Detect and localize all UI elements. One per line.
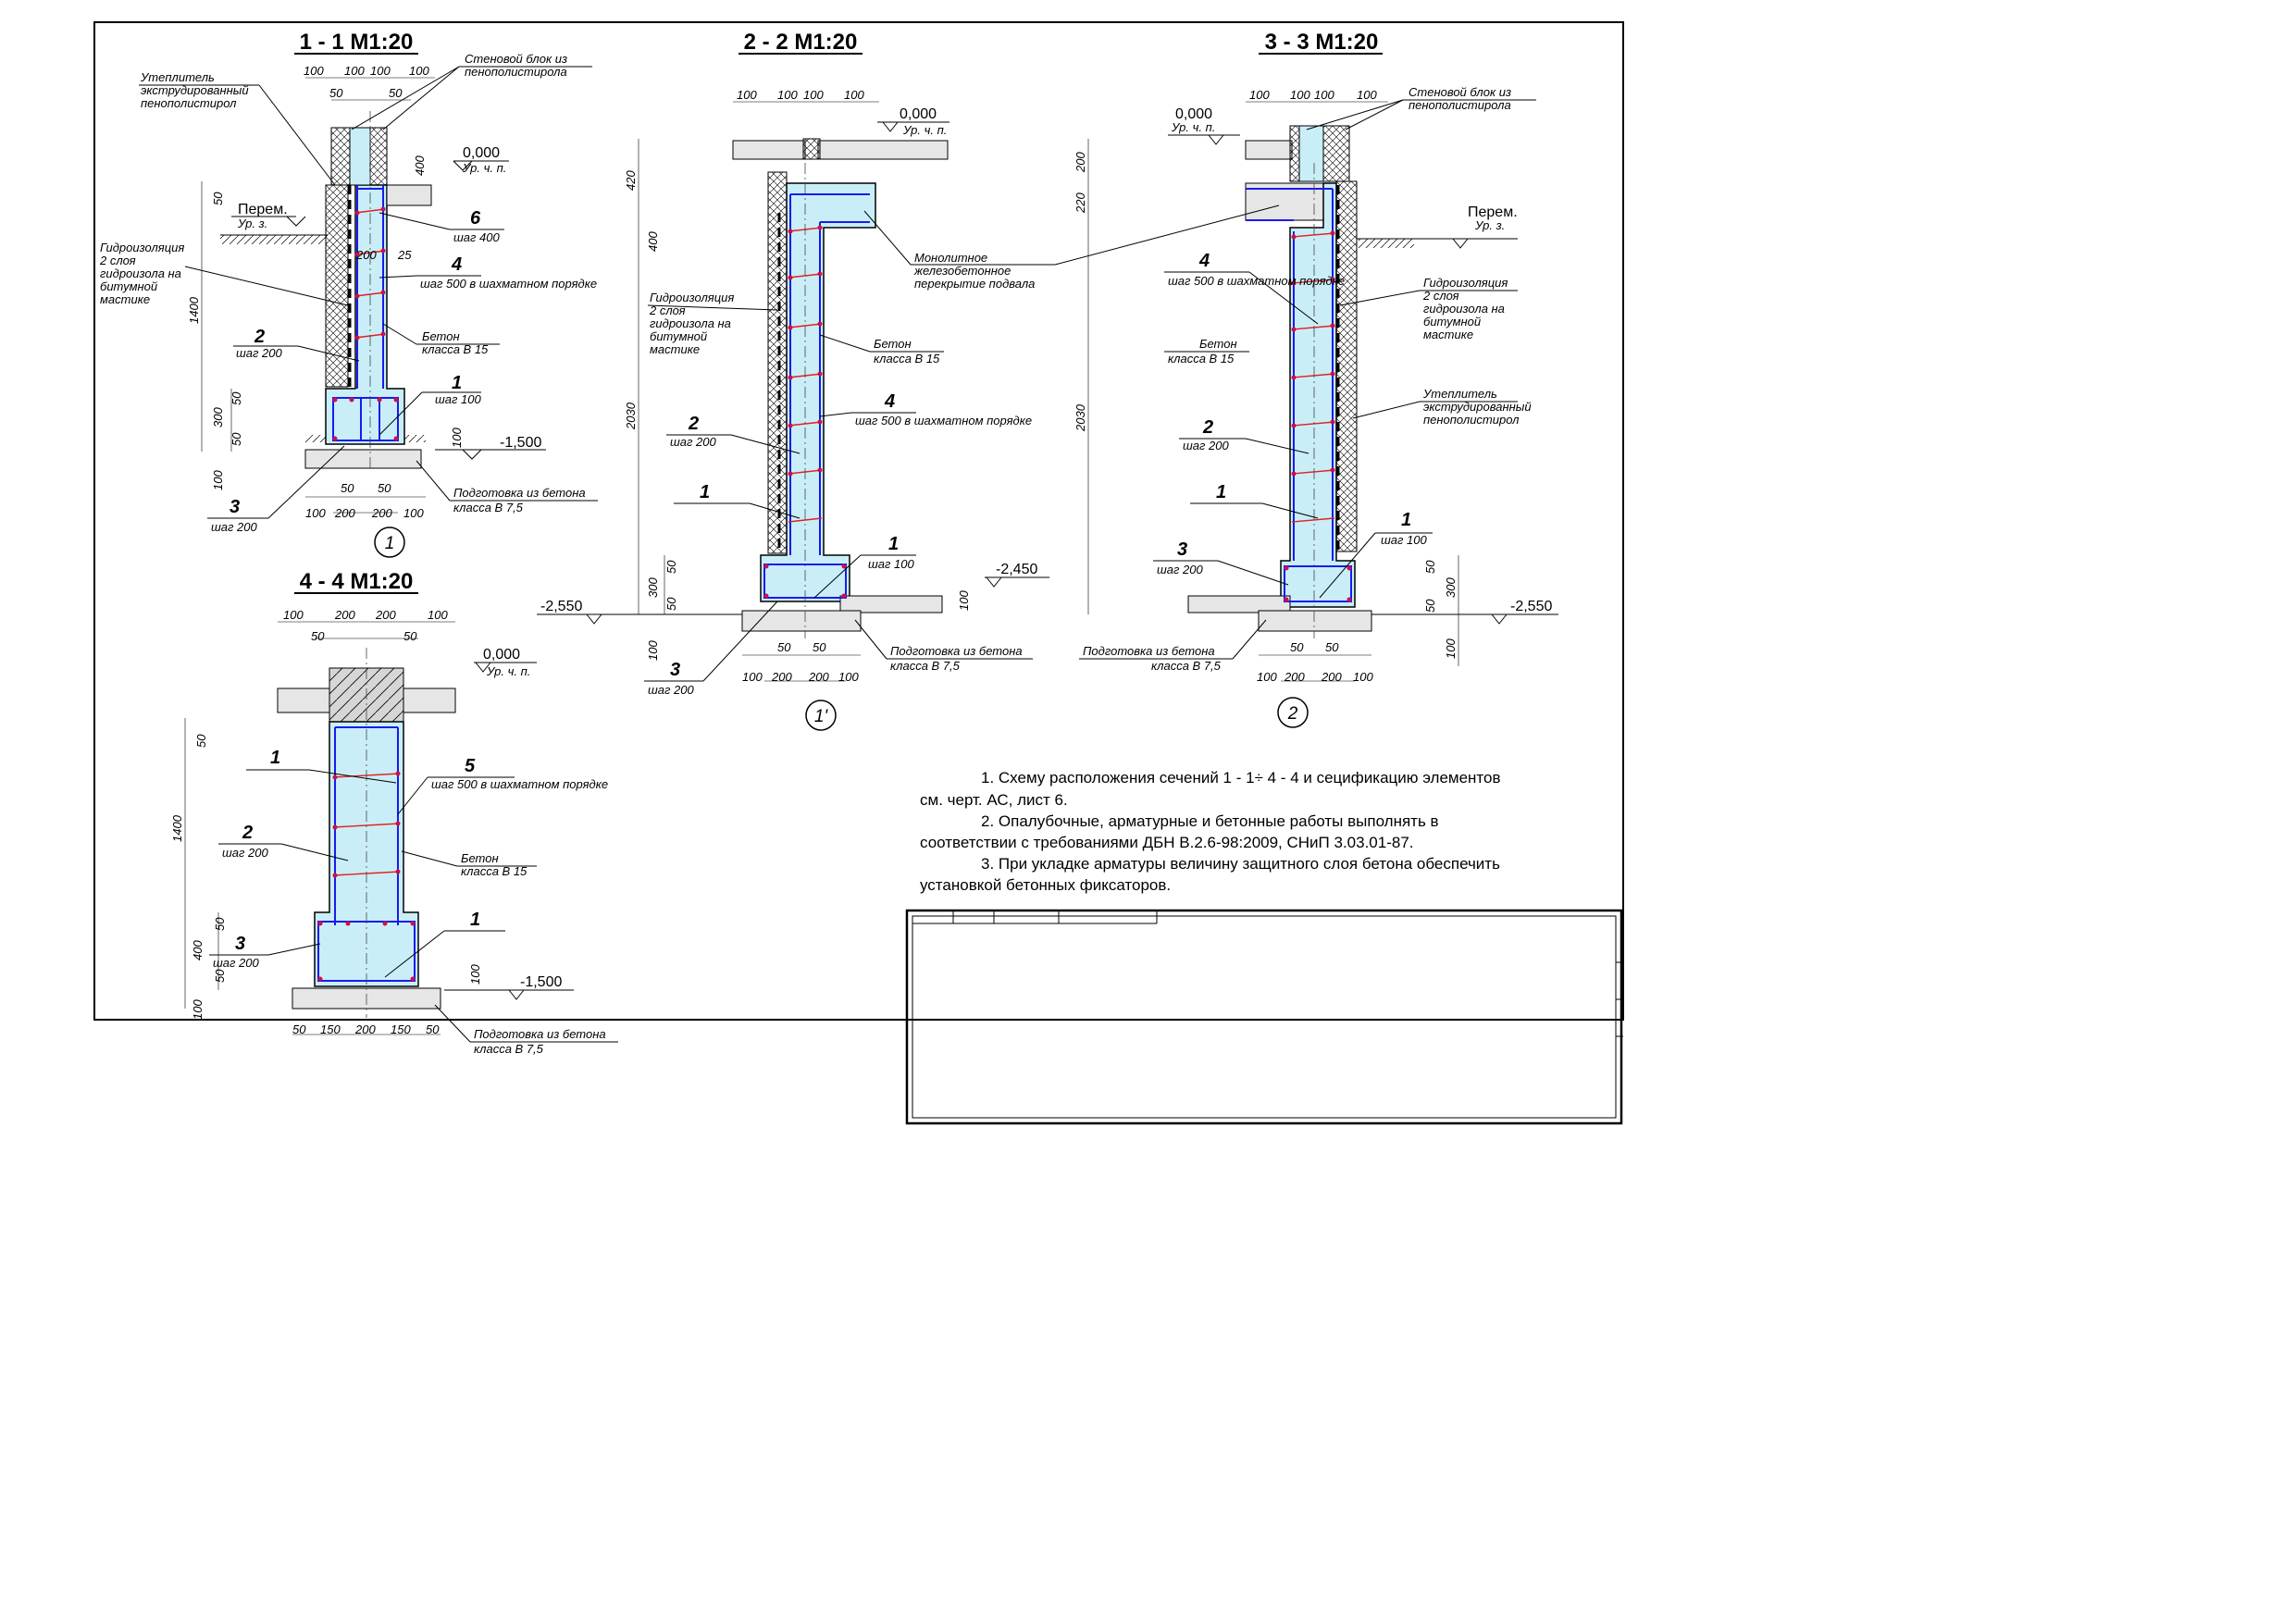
svg-text:класса В 7,5: класса В 7,5 — [1151, 659, 1221, 673]
dims-right — [1423, 560, 1458, 659]
svg-text:класса В 15: класса В 15 — [1168, 352, 1235, 365]
svg-text:50: 50 — [1290, 640, 1304, 654]
svg-text:шаг 200: шаг 200 — [670, 435, 716, 449]
svg-text:2 слоя: 2 слоя — [100, 254, 136, 267]
level-mark: 0,000 — [483, 647, 521, 663]
svg-text:100: 100 — [737, 88, 757, 102]
svg-text:гидроизола на: гидроизола на — [650, 316, 731, 330]
leader-prep — [435, 1005, 618, 1056]
position-2 — [1179, 417, 1309, 453]
svg-text:Подготовка из бетона: Подготовка из бетона — [890, 644, 1023, 658]
svg-text:шаг 500 в шахматном порядке: шаг 500 в шахматном порядке — [420, 277, 598, 291]
svg-text:100: 100 — [777, 88, 798, 102]
svg-text:50: 50 — [341, 481, 354, 495]
svg-text:50: 50 — [1423, 599, 1437, 613]
dims-top — [283, 608, 448, 643]
svg-text:1: 1 — [700, 482, 711, 502]
level-ground-label: Ур. з. — [238, 217, 268, 230]
svg-text:200: 200 — [1285, 670, 1305, 684]
svg-text:шаг 400: шаг 400 — [453, 230, 500, 244]
svg-text:50: 50 — [664, 597, 678, 611]
svg-text:шаг 500 в шахматном порядке: шаг 500 в шахматном порядке — [1168, 274, 1346, 288]
svg-text:1: 1 — [888, 534, 900, 554]
dims-misc — [468, 964, 482, 985]
svg-text:50: 50 — [813, 640, 826, 654]
svg-text:1: 1 — [470, 910, 481, 930]
level-floor: -2,450 — [996, 562, 1038, 577]
svg-text:1: 1 — [1216, 482, 1227, 502]
dims-bottom — [1257, 640, 1373, 684]
svg-text:шаг 500 в шахматном порядке: шаг 500 в шахматном порядке — [855, 414, 1033, 427]
svg-text:100: 100 — [803, 88, 824, 102]
svg-text:3: 3 — [230, 497, 241, 517]
svg-text:Подготовка из бетона: Подготовка из бетона — [1083, 644, 1215, 658]
position-2 — [218, 823, 348, 861]
svg-text:шаг 200: шаг 200 — [213, 956, 259, 970]
svg-text:200: 200 — [355, 1022, 376, 1036]
svg-text:100: 100 — [1249, 88, 1270, 102]
note-line: установкой бетонных фиксаторов. — [920, 876, 1172, 894]
svg-text:2030: 2030 — [624, 403, 638, 429]
svg-text:класса В 15: класса В 15 — [461, 864, 527, 878]
svg-text:мастике: мастике — [1423, 328, 1474, 341]
svg-text:пенополистирола: пенополистирола — [465, 65, 567, 79]
svg-text:Монолитное: Монолитное — [914, 251, 988, 265]
svg-text:200: 200 — [1322, 670, 1342, 684]
leader-prep — [855, 620, 1033, 673]
svg-text:200: 200 — [809, 670, 829, 684]
svg-text:100: 100 — [468, 964, 482, 985]
svg-text:2: 2 — [689, 414, 700, 434]
svg-text:3: 3 — [235, 934, 246, 954]
svg-text:50: 50 — [213, 969, 227, 983]
svg-text:300: 300 — [211, 407, 225, 427]
svg-text:100: 100 — [1353, 670, 1373, 684]
svg-text:мастике: мастике — [100, 292, 151, 306]
svg-text:4: 4 — [1199, 251, 1210, 271]
level-mark: 0,000 — [1175, 106, 1213, 122]
svg-text:класса В 7,5: класса В 7,5 — [453, 501, 523, 514]
svg-text:Подготовка из бетона: Подготовка из бетона — [453, 486, 586, 500]
svg-text:2: 2 — [1287, 704, 1298, 724]
svg-text:пенополистирола: пенополистирола — [1409, 98, 1511, 112]
svg-text:50: 50 — [194, 734, 208, 748]
svg-text:100: 100 — [283, 608, 304, 622]
svg-text:50: 50 — [1423, 560, 1437, 574]
svg-text:100: 100 — [403, 506, 424, 520]
concrete-prep — [1259, 611, 1371, 631]
level-ground: Перем. — [1468, 204, 1518, 220]
svg-text:50: 50 — [403, 629, 417, 643]
svg-text:50: 50 — [378, 481, 391, 495]
svg-text:Утеплитель: Утеплитель — [1423, 387, 1497, 401]
svg-text:50: 50 — [230, 391, 243, 405]
svg-text:420: 420 — [624, 170, 638, 191]
level-bottom: -2,550 — [1510, 599, 1553, 614]
svg-text:шаг 100: шаг 100 — [435, 392, 481, 406]
svg-text:50: 50 — [777, 640, 791, 654]
level-ground: Перем. — [238, 202, 288, 217]
svg-text:220: 220 — [1074, 192, 1087, 213]
svg-text:100: 100 — [344, 64, 365, 78]
svg-text:100: 100 — [1357, 88, 1377, 102]
leader-insulation — [1353, 387, 1532, 427]
svg-text:4: 4 — [452, 254, 463, 275]
svg-text:300: 300 — [646, 577, 660, 598]
svg-text:1': 1' — [813, 707, 828, 726]
svg-text:400: 400 — [191, 940, 205, 960]
section-title: 4 - 4 М1:20 — [299, 569, 414, 594]
svg-text:100: 100 — [646, 640, 660, 661]
note-line: 1. Схему расположения сечений 1 - 1÷ 4 - 4 и сецификацию элементов — [981, 769, 1501, 787]
svg-text:экструдированный: экструдированный — [141, 83, 249, 97]
concrete-prep — [305, 450, 421, 468]
svg-text:100: 100 — [191, 999, 205, 1020]
svg-text:200: 200 — [335, 506, 355, 520]
section-title: 2 - 2 М1:20 — [743, 30, 858, 55]
svg-text:1400: 1400 — [187, 297, 201, 324]
svg-text:шаг 500 в шахматном порядке: шаг 500 в шахматном порядке — [431, 777, 609, 791]
leader-wall-block — [1307, 85, 1536, 130]
svg-text:2: 2 — [242, 823, 254, 843]
note-line: 3. При укладке арматуры величину защитного слоя бетона обеспечить — [981, 855, 1500, 873]
svg-text:150: 150 — [391, 1022, 411, 1036]
dims-bottom — [305, 481, 424, 520]
svg-text:100: 100 — [742, 670, 763, 684]
svg-text:Бетон: Бетон — [461, 851, 499, 865]
leader-waterproofing — [648, 291, 777, 356]
dims-bottom — [742, 640, 859, 684]
svg-text:50: 50 — [1325, 640, 1339, 654]
svg-text:класса В 15: класса В 15 — [422, 342, 489, 356]
svg-text:2 слоя: 2 слоя — [650, 304, 686, 317]
note-line: см. черт. АС, лист 6. — [920, 791, 1068, 809]
svg-text:железобетонное: железобетонное — [914, 264, 1011, 278]
svg-text:100: 100 — [1257, 670, 1277, 684]
svg-text:Бетон: Бетон — [1199, 337, 1237, 351]
section-1-1 — [99, 30, 598, 557]
svg-text:пенополистирол: пенополистирол — [1423, 413, 1520, 427]
svg-text:Гидроизоляция: Гидроизоляция — [650, 291, 735, 304]
svg-text:мастике: мастике — [650, 342, 701, 356]
svg-text:100: 100 — [450, 427, 464, 448]
svg-text:50: 50 — [292, 1022, 306, 1036]
svg-text:200: 200 — [335, 608, 355, 622]
svg-text:шаг 100: шаг 100 — [868, 557, 914, 571]
leader-waterproofing — [99, 241, 348, 306]
position-4 — [820, 391, 1032, 427]
svg-text:400: 400 — [646, 231, 660, 252]
svg-text:200: 200 — [372, 506, 392, 520]
svg-text:3: 3 — [1177, 539, 1188, 560]
svg-text:Гидроизоляция: Гидроизоляция — [1423, 276, 1508, 290]
leader-waterproofing — [1340, 276, 1518, 341]
svg-text:50: 50 — [230, 432, 243, 446]
position-3 — [1153, 539, 1288, 585]
level-bottom: -2,550 — [540, 599, 583, 614]
svg-text:шаг 200: шаг 200 — [648, 683, 694, 697]
svg-text:400: 400 — [413, 155, 427, 176]
svg-text:битумной: битумной — [1423, 315, 1482, 328]
slab-leader-link — [1055, 205, 1279, 265]
dims-top — [737, 88, 864, 102]
svg-text:шаг 200: шаг 200 — [1183, 439, 1229, 452]
level-bottom: -1,500 — [520, 974, 563, 990]
position-4 — [379, 254, 597, 291]
svg-text:Стеновой блок из: Стеновой блок из — [465, 52, 568, 66]
dims-top — [1249, 88, 1377, 102]
svg-text:50: 50 — [426, 1022, 440, 1036]
drawing-sheet — [0, 0, 1623, 1056]
svg-text:2030: 2030 — [1074, 404, 1087, 431]
leader-concrete — [383, 324, 500, 356]
svg-text:1: 1 — [1401, 510, 1412, 530]
svg-text:Гидроизоляция: Гидроизоляция — [100, 241, 185, 254]
svg-text:200: 200 — [356, 248, 377, 262]
svg-text:битумной: битумной — [100, 279, 158, 293]
svg-text:Бетон: Бетон — [874, 337, 912, 351]
svg-text:100: 100 — [305, 506, 326, 520]
svg-text:100: 100 — [844, 88, 864, 102]
leader-concrete — [820, 335, 944, 365]
svg-text:100: 100 — [1314, 88, 1334, 102]
svg-text:3: 3 — [670, 660, 681, 680]
svg-text:шаг 200: шаг 200 — [211, 520, 257, 534]
level-label: Ур. ч. п. — [1172, 120, 1216, 134]
svg-text:Подготовка из бетона: Подготовка из бетона — [474, 1027, 606, 1041]
svg-text:50: 50 — [664, 560, 678, 574]
level-mark: 0,000 — [463, 145, 501, 161]
svg-text:100: 100 — [1290, 88, 1310, 102]
dims-left — [170, 734, 227, 1020]
svg-text:2: 2 — [1203, 417, 1214, 438]
position-5 — [398, 756, 608, 814]
level-bottom: -1,500 — [500, 435, 542, 451]
svg-text:100: 100 — [211, 470, 225, 490]
note-line: 2. Опалубочные, арматурные и бетонные работы выполнять в — [981, 812, 1439, 830]
note-line: соответствии с требованиями ДБН В.2.6-98:2009, СНиП 3.03.01-87. — [920, 834, 1414, 851]
leader-prep — [1079, 620, 1266, 673]
svg-text:класса В 7,5: класса В 7,5 — [474, 1042, 543, 1056]
svg-text:гидроизола на: гидроизола на — [1423, 302, 1505, 316]
svg-text:1: 1 — [270, 748, 281, 768]
level-label: Ур. ч. п. — [903, 123, 948, 137]
svg-text:гидроизола на: гидроизола на — [100, 266, 181, 280]
section-title: 3 - 3 М1:20 — [1264, 30, 1379, 55]
svg-text:шаг 100: шаг 100 — [1381, 533, 1427, 547]
section-4-4 — [170, 569, 618, 1056]
svg-text:битумной: битумной — [650, 329, 708, 343]
svg-text:Стеновой блок из: Стеновой блок из — [1409, 85, 1512, 99]
svg-text:2 слоя: 2 слоя — [1423, 289, 1459, 303]
svg-text:1: 1 — [384, 534, 395, 553]
svg-text:100: 100 — [370, 64, 391, 78]
title-block — [907, 911, 1623, 1123]
leader-insulation — [139, 70, 335, 185]
svg-text:200: 200 — [1074, 152, 1087, 172]
level-mark: 0,000 — [900, 106, 937, 122]
level-label: Ур. ч. п. — [487, 664, 531, 678]
svg-text:100: 100 — [838, 670, 859, 684]
svg-text:50: 50 — [213, 917, 227, 931]
position-6 — [379, 208, 504, 244]
svg-text:50: 50 — [211, 192, 225, 205]
leader-prep — [416, 461, 598, 514]
dims-left — [624, 170, 678, 661]
svg-text:100: 100 — [409, 64, 429, 78]
svg-text:класса В 7,5: класса В 7,5 — [890, 659, 960, 673]
concrete-prep — [742, 611, 861, 631]
svg-text:150: 150 — [320, 1022, 341, 1036]
svg-text:300: 300 — [1444, 577, 1458, 598]
leader-concrete — [1164, 337, 1249, 365]
dims-left — [1074, 152, 1087, 432]
section-2-2 — [537, 30, 1055, 730]
leader-concrete — [402, 851, 537, 878]
dims-misc — [957, 590, 971, 611]
svg-text:Утеплитель: Утеплитель — [141, 70, 215, 84]
svg-text:6: 6 — [470, 208, 481, 229]
svg-text:1: 1 — [452, 373, 463, 393]
svg-text:50: 50 — [389, 86, 403, 100]
general-notes — [920, 769, 1501, 894]
svg-text:4: 4 — [885, 391, 896, 412]
svg-text:100: 100 — [1444, 638, 1458, 659]
svg-text:100: 100 — [304, 64, 324, 78]
svg-text:5: 5 — [465, 756, 476, 776]
section-3-3 — [1055, 30, 1558, 727]
svg-text:50: 50 — [311, 629, 325, 643]
svg-text:200: 200 — [772, 670, 792, 684]
svg-text:экструдированный: экструдированный — [1423, 400, 1532, 414]
svg-text:50: 50 — [329, 86, 343, 100]
svg-text:200: 200 — [376, 608, 396, 622]
svg-text:пенополистирол: пенополистирол — [141, 96, 237, 110]
svg-text:2: 2 — [254, 327, 266, 347]
svg-text:25: 25 — [398, 248, 412, 262]
svg-text:класса В 15: класса В 15 — [874, 352, 940, 365]
svg-text:Бетон: Бетон — [422, 329, 460, 343]
svg-text:шаг 200: шаг 200 — [222, 846, 268, 860]
section-title: 1 - 1 М1:20 — [299, 30, 414, 55]
svg-text:шаг 200: шаг 200 — [1157, 563, 1203, 576]
position-3 — [209, 934, 320, 970]
svg-text:100: 100 — [957, 590, 971, 611]
svg-text:перекрытие подвала: перекрытие подвала — [914, 277, 1036, 291]
level-ground-label: Ур. з. — [1475, 218, 1506, 232]
svg-text:шаг 200: шаг 200 — [236, 346, 282, 360]
svg-text:100: 100 — [428, 608, 448, 622]
svg-text:1400: 1400 — [170, 815, 184, 842]
level-label: Ур. ч. п. — [463, 161, 507, 175]
leader-slab — [864, 211, 1055, 291]
